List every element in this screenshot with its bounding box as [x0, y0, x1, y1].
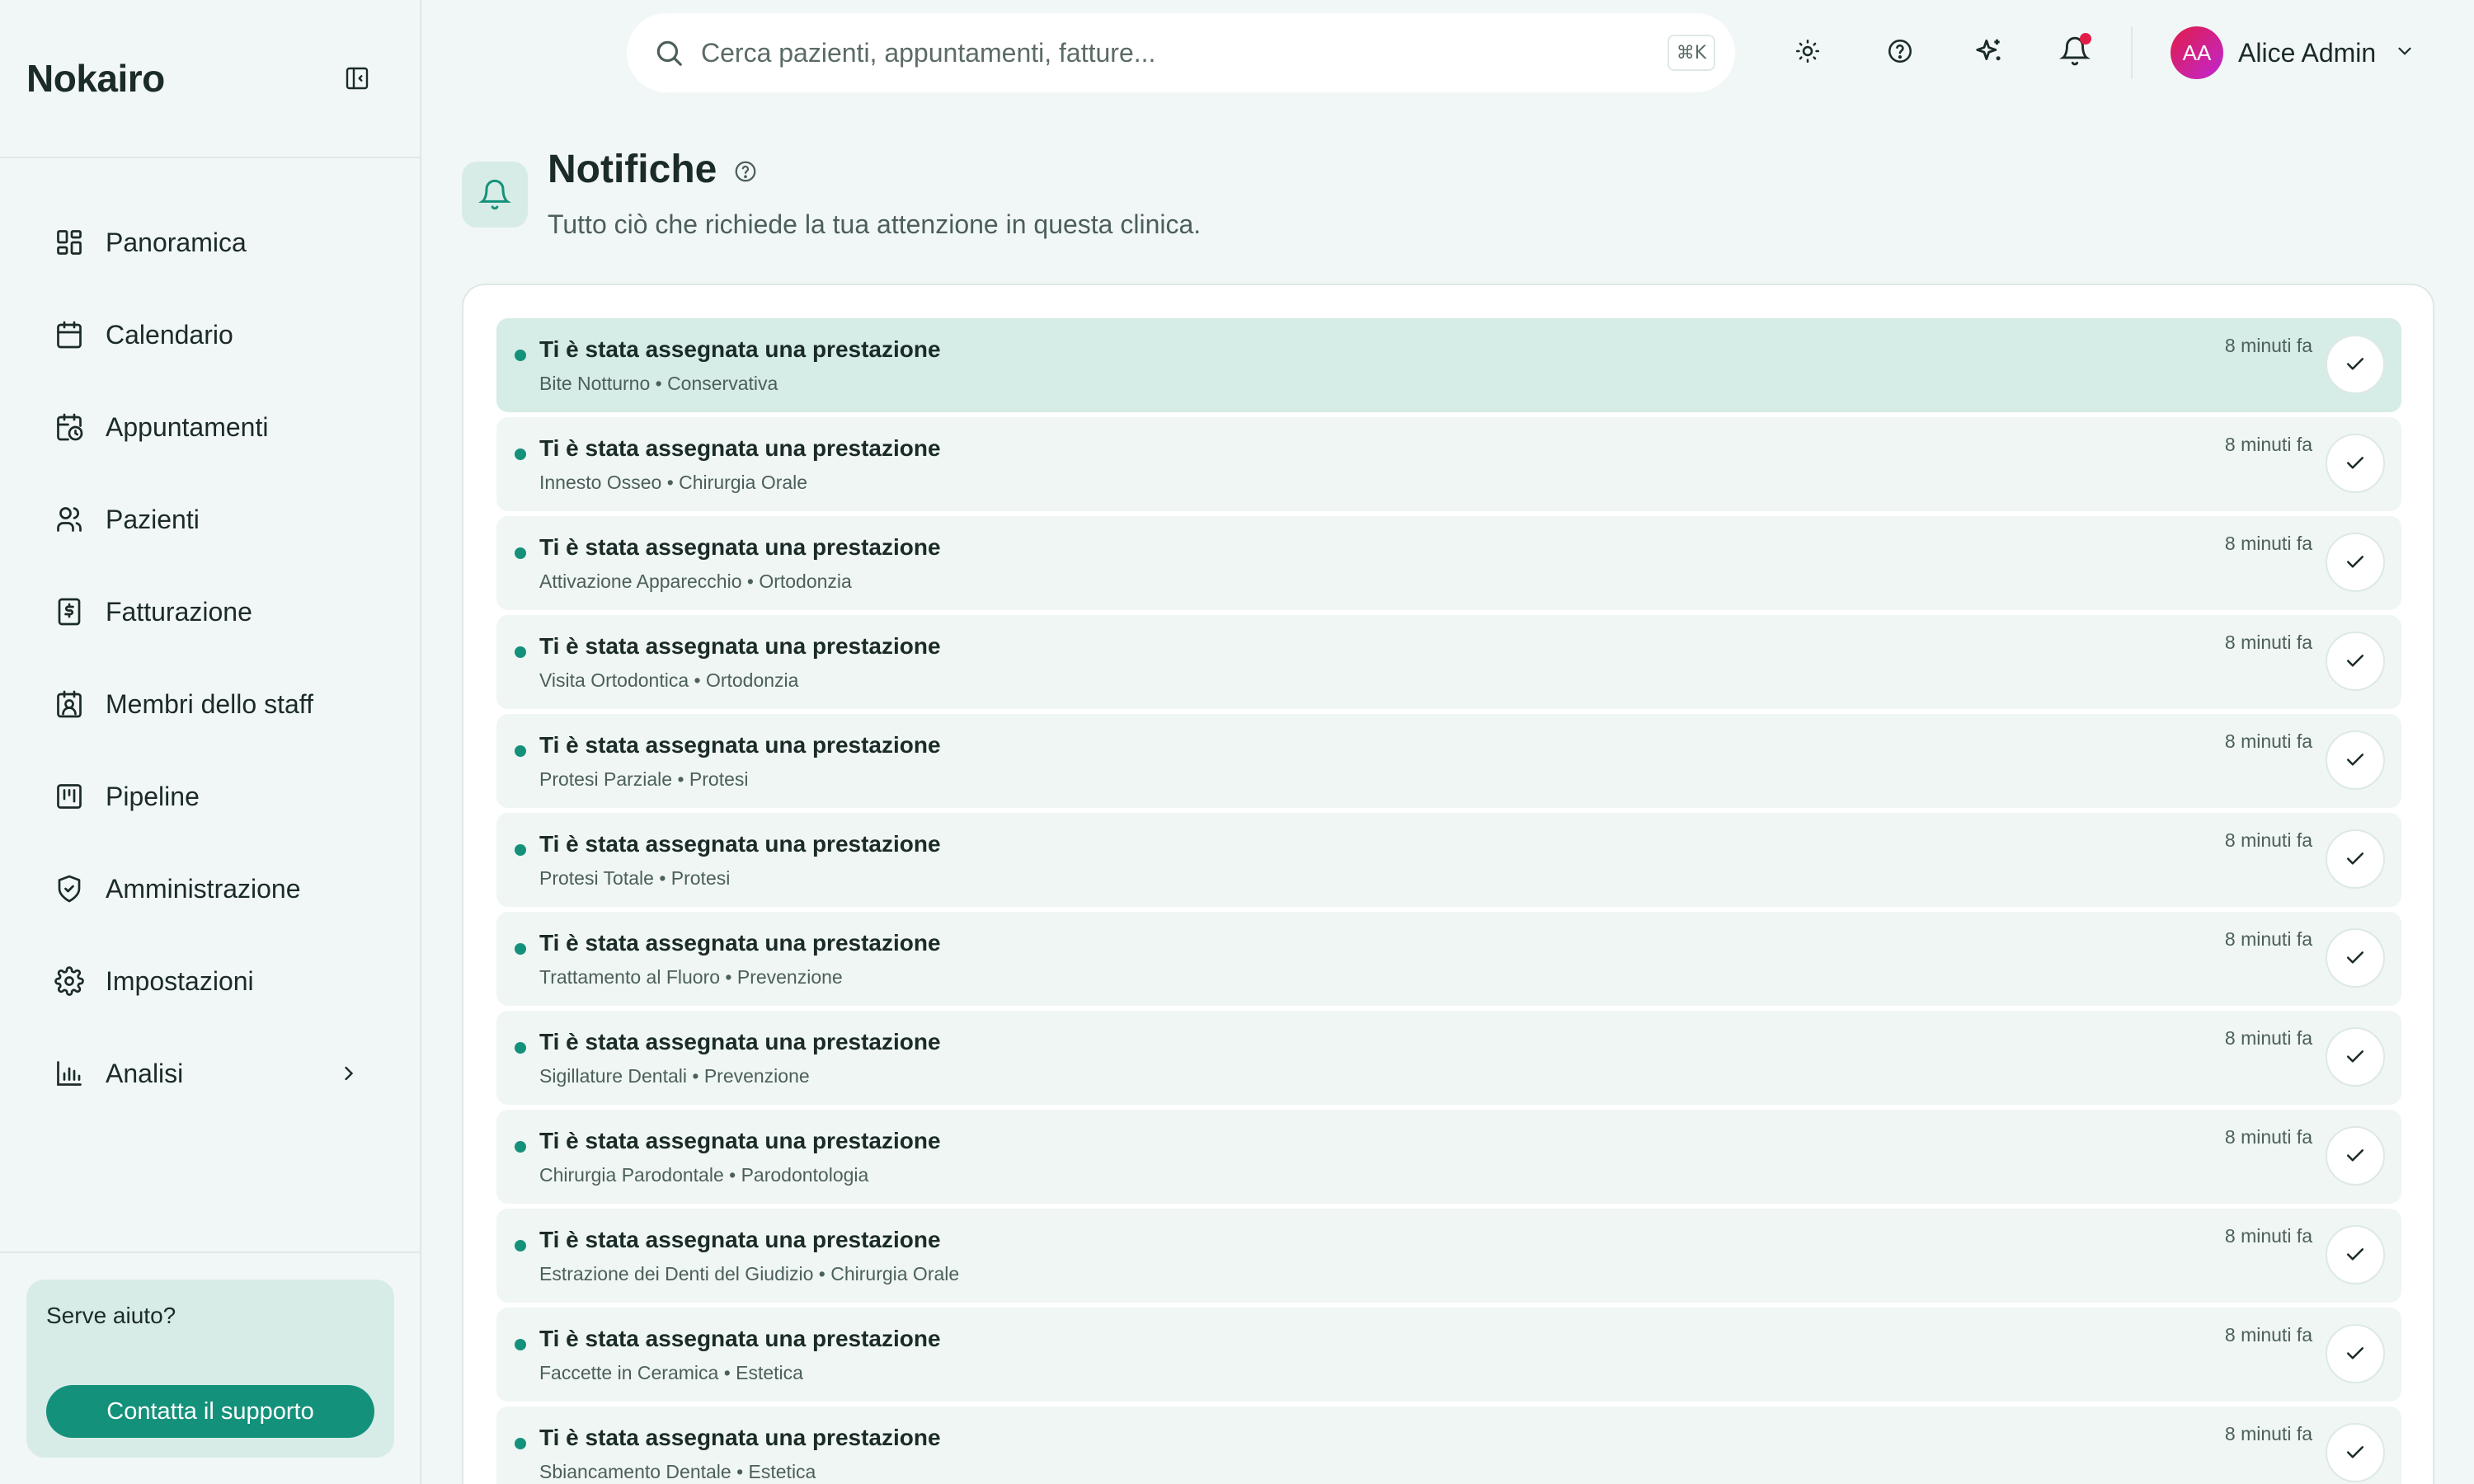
check-icon [2343, 1341, 2368, 1368]
sidebar-collapse-icon[interactable] [341, 62, 374, 95]
sidebar-item-label: Pazienti [106, 504, 200, 534]
mark-read-button[interactable] [2326, 829, 2385, 889]
sidebar-item-pazienti[interactable] [0, 473, 420, 566]
notification-item[interactable] [496, 912, 2401, 1006]
unread-dot [515, 844, 526, 856]
sidebar-item-label: Appuntamenti [106, 411, 269, 442]
notification-title: Ti è stata assegnata una prestazione [539, 831, 941, 857]
notification-item[interactable] [496, 516, 2401, 610]
notification-details: Chirurgia Parodontale • Parodontologia [539, 1164, 869, 1186]
sidebar-item-appuntamenti[interactable] [0, 381, 420, 473]
badge-icon [53, 688, 86, 721]
mark-read-button[interactable] [2326, 928, 2385, 988]
check-icon [2343, 1143, 2368, 1170]
sidebar [0, 0, 421, 1484]
notification-time: 8 minuti fa [2224, 533, 2312, 554]
mark-read-button[interactable] [2326, 335, 2385, 394]
notification-time: 8 minuti fa [2224, 1324, 2312, 1345]
search-input[interactable] [701, 38, 1667, 68]
notification-details: Estrazione dei Denti del Giudizio • Chirurgia Orale [539, 1263, 960, 1284]
sidebar-item-amministrazione[interactable] [0, 843, 420, 935]
sidebar-item-label: Amministrazione [106, 873, 301, 904]
notification-item[interactable] [496, 417, 2401, 511]
brand-row [0, 0, 420, 158]
page-subtitle: Tutto ciò che richiede la tua attenzione in questa clinica. [548, 209, 1202, 239]
sidebar-item-label: Calendario [106, 319, 233, 350]
notification-time: 8 minuti fa [2224, 632, 2312, 653]
sidebar-item-label: Analisi [106, 1058, 184, 1088]
dashboard-icon [53, 226, 86, 259]
sidebar-item-label: Pipeline [106, 781, 200, 811]
mark-read-button[interactable] [2326, 1423, 2385, 1482]
notification-item[interactable] [496, 714, 2401, 808]
unread-dot [515, 646, 526, 658]
mark-read-button[interactable] [2326, 1225, 2385, 1284]
notification-details: Innesto Osseo • Chirurgia Orale [539, 472, 808, 493]
notification-time: 8 minuti fa [2224, 434, 2312, 455]
check-icon [2343, 450, 2368, 477]
notification-item[interactable] [496, 813, 2401, 907]
notification-time: 8 minuti fa [2224, 928, 2312, 950]
users-icon [53, 503, 86, 536]
sidebar-item-label: Fatturazione [106, 596, 252, 627]
chevron-down-icon [2394, 40, 2415, 66]
notification-time: 8 minuti fa [2224, 1027, 2312, 1049]
notification-title: Ti è stata assegnata una prestazione [539, 435, 941, 461]
calendar-icon [53, 318, 86, 351]
kanban-icon [53, 780, 86, 813]
calendar-clock-icon [53, 411, 86, 444]
bar-chart-icon [53, 1057, 86, 1090]
sidebar-item-pipeline[interactable] [0, 750, 420, 843]
check-icon [2343, 945, 2368, 972]
mark-read-button[interactable] [2326, 533, 2385, 592]
notification-time: 8 minuti fa [2224, 730, 2312, 752]
notification-item[interactable] [496, 1110, 2401, 1204]
unread-dot [515, 350, 526, 361]
contact-support-button[interactable]: Contatta il supporto [46, 1385, 374, 1438]
search-icon [653, 36, 686, 69]
notification-details: Attivazione Apparecchio • Ortodonzia [539, 571, 852, 592]
unread-dot [515, 1141, 526, 1153]
unread-dot [515, 943, 526, 955]
check-icon [2343, 1439, 2368, 1467]
sidebar-item-impostazioni[interactable] [0, 935, 420, 1027]
notification-title: Ti è stata assegnata una prestazione [539, 633, 941, 659]
check-icon [2343, 747, 2368, 774]
notification-title: Ti è stata assegnata una prestazione [539, 534, 941, 560]
notification-title: Ti è stata assegnata una prestazione [539, 1326, 941, 1351]
notification-time: 8 minuti fa [2224, 335, 2312, 356]
invoice-icon [53, 595, 86, 628]
sidebar-item-label: Panoramica [106, 227, 247, 257]
search-bar[interactable] [627, 13, 1735, 92]
notification-time: 8 minuti fa [2224, 829, 2312, 851]
avatar: AA [2171, 26, 2223, 79]
unread-dot [515, 1339, 526, 1350]
notification-title: Ti è stata assegnata una prestazione [539, 1227, 941, 1252]
help-button[interactable] [1880, 33, 1920, 73]
sparkles-icon [1973, 35, 2005, 71]
sidebar-item-label: Impostazioni [106, 965, 254, 996]
gear-icon [53, 965, 86, 998]
sidebar-item-staff[interactable] [0, 658, 420, 750]
notification-item[interactable] [496, 1308, 2401, 1402]
notification-details: Trattamento al Fluoro • Prevenzione [539, 966, 843, 988]
notification-time: 8 minuti fa [2224, 1225, 2312, 1247]
notification-title: Ti è stata assegnata una prestazione [539, 732, 941, 758]
notifications-button[interactable] [2055, 33, 2095, 73]
sidebar-nav [0, 158, 420, 1120]
shortcut-hint: ⌘K [1667, 35, 1715, 71]
question-circle-icon[interactable] [732, 158, 759, 185]
notification-title: Ti è stata assegnata una prestazione [539, 1128, 941, 1153]
notification-item[interactable] [496, 318, 2401, 412]
notifications-list [496, 318, 2401, 1484]
check-icon [2343, 1242, 2368, 1269]
notification-details: Faccette in Ceramica • Estetica [539, 1362, 803, 1383]
sidebar-item-analisi[interactable] [0, 1027, 420, 1120]
check-icon [2343, 549, 2368, 576]
user-menu[interactable] [2171, 26, 2415, 79]
check-icon [2343, 1044, 2368, 1071]
notification-details: Protesi Totale • Protesi [539, 867, 731, 889]
unread-dot [515, 1042, 526, 1054]
theme-toggle-button[interactable] [1788, 33, 1827, 73]
mark-read-button[interactable] [2326, 434, 2385, 493]
topbar-divider [2131, 26, 2133, 79]
help-title: Serve aiuto? [46, 1303, 176, 1328]
ai-assistant-button[interactable] [1969, 33, 2009, 73]
app-logo: Nokairo [26, 57, 165, 100]
check-icon [2343, 648, 2368, 675]
user-name: Alice Admin [2238, 37, 2377, 68]
unread-dot [515, 1438, 526, 1449]
notification-title: Ti è stata assegnata una prestazione [539, 930, 941, 956]
mark-read-button[interactable] [2326, 1126, 2385, 1186]
page-bell-icon [462, 162, 528, 228]
sidebar-item-fatturazione[interactable] [0, 566, 420, 658]
notification-details: Sbiancamento Dentale • Estetica [539, 1461, 816, 1482]
mark-read-button[interactable] [2326, 1027, 2385, 1087]
notification-item[interactable] [496, 1209, 2401, 1303]
sun-icon [1794, 37, 1822, 69]
sidebar-divider [0, 1252, 420, 1253]
notification-item[interactable] [496, 1011, 2401, 1105]
unread-dot [515, 1240, 526, 1252]
unread-dot [515, 448, 526, 460]
notification-details: Protesi Parziale • Protesi [539, 768, 749, 790]
notification-title: Ti è stata assegnata una prestazione [539, 1029, 941, 1054]
notification-item[interactable] [496, 1407, 2401, 1484]
notification-time: 8 minuti fa [2224, 1126, 2312, 1148]
notification-item[interactable] [496, 615, 2401, 709]
check-icon [2343, 351, 2368, 378]
notification-title: Ti è stata assegnata una prestazione [539, 1425, 941, 1450]
shield-check-icon [53, 872, 86, 905]
notification-time: 8 minuti fa [2224, 1423, 2312, 1444]
sidebar-item-panoramica[interactable] [0, 196, 420, 289]
mark-read-button[interactable] [2326, 730, 2385, 790]
notification-details: Bite Notturno • Conservativa [539, 373, 778, 394]
chevron-right-icon[interactable] [332, 1057, 365, 1090]
notification-details: Sigillature Dentali • Prevenzione [539, 1065, 810, 1087]
notifications-card [462, 284, 2434, 1484]
help-card [26, 1280, 394, 1458]
sidebar-item-label: Membri dello staff [106, 688, 313, 719]
question-circle-icon [1886, 37, 1914, 69]
page-title: Notifiche [548, 148, 717, 191]
sidebar-item-calendario[interactable] [0, 289, 420, 381]
unread-dot [515, 745, 526, 757]
mark-read-button[interactable] [2326, 1324, 2385, 1383]
notification-details: Visita Ortodontica • Ortodonzia [539, 669, 799, 691]
notification-title: Ti è stata assegnata una prestazione [539, 336, 941, 362]
unread-indicator [2080, 33, 2091, 45]
unread-dot [515, 547, 526, 559]
mark-read-button[interactable] [2326, 632, 2385, 691]
check-icon [2343, 846, 2368, 873]
